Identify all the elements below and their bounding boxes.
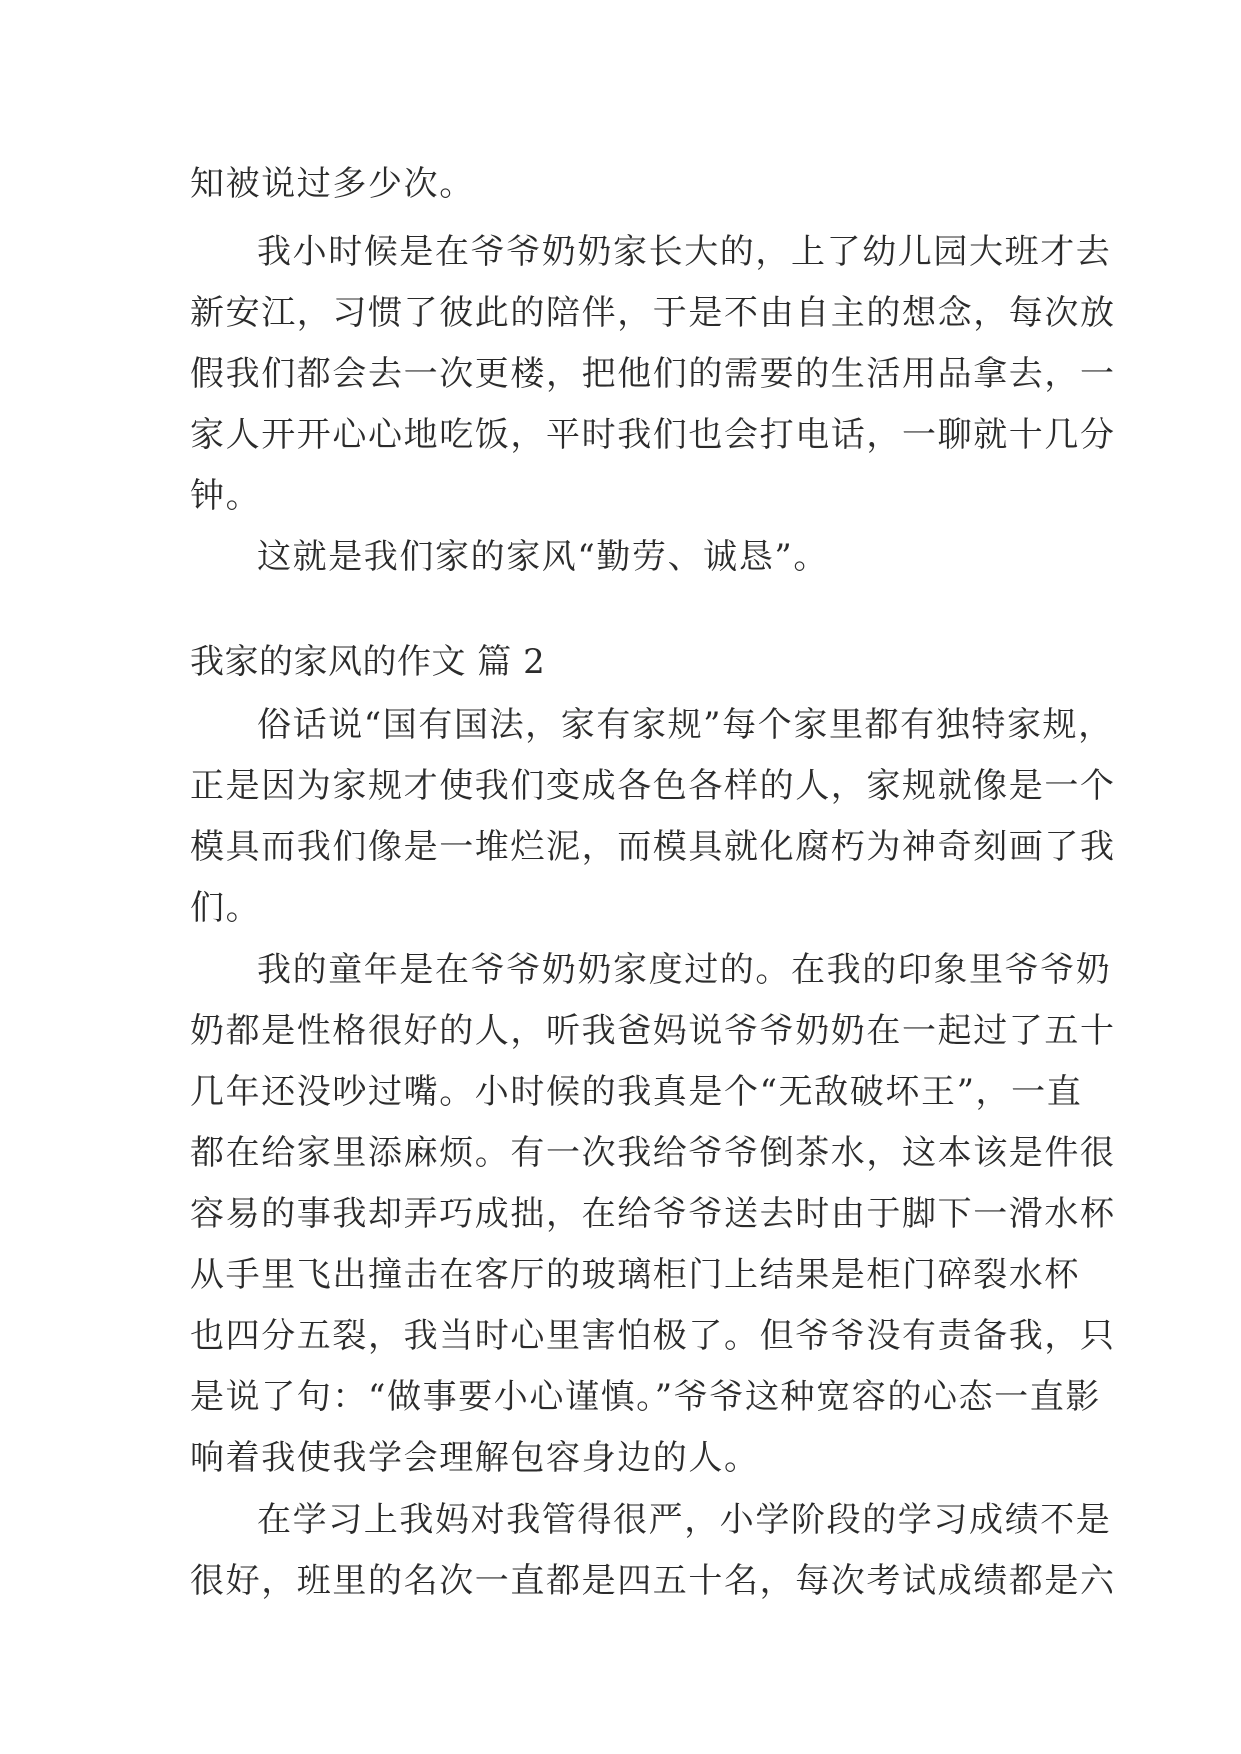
paragraph-line: 我小时候是在爷爷奶奶家长大的，上了幼儿园大班才去 bbox=[257, 232, 1112, 272]
paragraph-line: 新安江，习惯了彼此的陪伴，于是不由自主的想念，每次放 bbox=[190, 293, 1116, 333]
paragraph-line: 容易的事我却弄巧成拙，在给爷爷送去时由于脚下一滑水杯 bbox=[190, 1194, 1116, 1234]
paragraph-line: 正是因为家规才使我们变成各色各样的人，家规就像是一个 bbox=[190, 766, 1116, 806]
paragraph-line: 很好，班里的名次一直都是四五十名，每次考试成绩都是六 bbox=[190, 1561, 1116, 1601]
paragraph-line: 们。 bbox=[190, 888, 262, 928]
paragraph-line: 钟。 bbox=[190, 476, 262, 516]
paragraph-line: 是说了句：“做事要小心谨慎。”爷爷这种宽容的心态一直影 bbox=[190, 1377, 1101, 1417]
paragraph-line: 我的童年是在爷爷奶奶家度过的。在我的印象里爷爷奶 bbox=[257, 950, 1112, 990]
paragraph-line: 这就是我们家的家风“勤劳、诚恳”。 bbox=[257, 537, 829, 577]
paragraph-line: 模具而我们像是一堆烂泥，而模具就化腐朽为神奇刻画了我 bbox=[190, 827, 1116, 867]
section-heading: 我家的家风的作文 篇 2 bbox=[190, 642, 546, 682]
paragraph-line: 都在给家里添麻烦。有一次我给爷爷倒茶水，这本该是件很 bbox=[190, 1133, 1116, 1173]
paragraph-line: 俗话说“国有国法，家有家规”每个家里都有独特家规， bbox=[257, 705, 1114, 745]
paragraph-line: 在学习上我妈对我管得很严，小学阶段的学习成绩不是 bbox=[257, 1500, 1112, 1540]
paragraph-line: 也四分五裂，我当时心里害怕极了。但爷爷没有责备我，只 bbox=[190, 1316, 1116, 1356]
paragraph-line: 从手里飞出撞击在客厅的玻璃柜门上结果是柜门碎裂水杯 bbox=[190, 1255, 1080, 1295]
paragraph-line: 假我们都会去一次更楼，把他们的需要的生活用品拿去，一 bbox=[190, 354, 1116, 394]
paragraph-line: 奶都是性格很好的人，听我爸妈说爷爷奶奶在一起过了五十 bbox=[190, 1011, 1116, 1051]
paragraph-line: 几年还没吵过嘴。小时候的我真是个“无敌破坏王”，一直 bbox=[190, 1072, 1083, 1112]
paragraph-line: 响着我使我学会理解包容身边的人。 bbox=[190, 1438, 760, 1478]
paragraph-line: 家人开开心心地吃饭，平时我们也会打电话，一聊就十几分 bbox=[190, 415, 1116, 455]
paragraph-line: 知被说过多少次。 bbox=[190, 164, 475, 204]
